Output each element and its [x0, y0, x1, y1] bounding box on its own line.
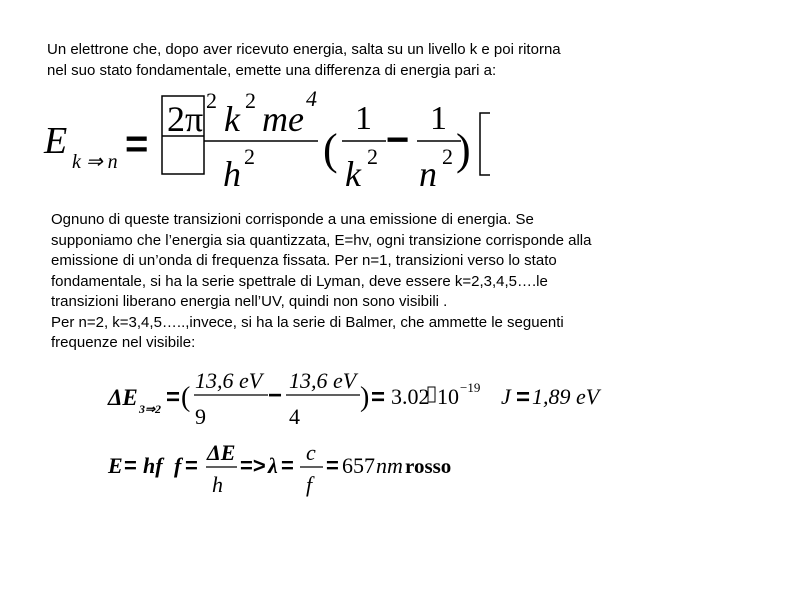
formula1-lhs: E [44, 120, 68, 162]
formula2-placeholder-box [428, 387, 435, 402]
formula2-equals-3: = [516, 384, 531, 411]
formula1-num-k: k [224, 99, 240, 139]
formula1-den-h: h [223, 154, 241, 194]
formula3-lambda: λ [268, 453, 278, 478]
formula1-equals: = [125, 122, 149, 166]
formula3-frac-denominator: h [212, 472, 223, 497]
formula2-close-paren: ) [360, 382, 370, 413]
formula1-term1-den-exp: 2 [367, 144, 378, 169]
formula2-value-unit: J [501, 384, 511, 409]
formula3-frac-numerator: ΔE [207, 440, 236, 465]
formula1-num-k-exp: 2 [245, 88, 256, 113]
energy-level-formula [0, 0, 794, 200]
formula2-minus: − [268, 382, 283, 409]
formula1-num-2pi-exp: 2 [206, 88, 217, 113]
formula2-open-paren: ( [181, 382, 191, 413]
formula1-open-paren: ( [323, 125, 338, 174]
formula3-lhs: E [108, 453, 123, 478]
formula3-equals-1: = [124, 453, 137, 478]
formula1-trailing-bracket [480, 113, 490, 175]
formula1-term1-numerator: 1 [355, 100, 372, 137]
formula2-value-ev: 1,89 eV [532, 384, 600, 409]
formula1-minus: − [386, 118, 410, 162]
formula2-value-exponent: −19 [460, 380, 481, 395]
formula3-color-word: rosso [405, 454, 452, 478]
formula1-num-2pi: 2π [167, 99, 204, 139]
formula1-term2-denominator: n [419, 154, 437, 194]
formula2-equals-2: = [371, 384, 386, 411]
body-paragraph: Ognuno di queste transizioni corrisponde a una emissione di energia. Se supponiamo che l’energia sia quantizzata, E=hv, ogni transizione corrisponde alla emissione di un’onda di frequenza fissata. Per n=1, transizioni verso lo stato fondamentale, si ha la serie spettrale di Lyman, deve essere k=2,3,4,5….le transizioni liberano energia nell’UV, quindi non sono visibili . Per n=2, k=3,4,5…..,invece, si ha la serie di Balmer, che ammette le seguenti frequenze nel visibile: [51, 211, 592, 351]
formula1-close-paren: ) [456, 125, 471, 174]
formula2-equals-1: = [166, 384, 181, 411]
formula2-value-mantissa: 3.02 [391, 384, 430, 409]
formula1-den-h-exp: 2 [244, 144, 255, 169]
formula2-value-power-base: 10 [437, 384, 459, 409]
formula3-frac2-denominator: f [306, 472, 313, 497]
formula1-lhs-subscript: k ⇒ n [72, 151, 118, 173]
intro-paragraph: Un elettrone che, dopo aver ricevuto energia, salta su un livello k e poi ritorna nel suo stato fondamentale, emette una differenza di energia pari a: [47, 41, 561, 79]
formula3-unit: nm [376, 453, 403, 478]
formula2-frac1-numerator: 13,6 eV [195, 368, 263, 393]
formula2-lhs-subscript: 3⇒2 [139, 402, 162, 416]
formula3-equals-4: = [326, 453, 339, 478]
formula1-num-me-exp: 4 [306, 86, 317, 111]
formula3-frac2-numerator: c [306, 440, 316, 465]
formula2-frac2-denominator: 4 [289, 404, 300, 429]
formula1-term2-den-exp: 2 [442, 144, 453, 169]
formula1-term1-denominator: k [345, 154, 361, 194]
formula3-f: f [174, 453, 182, 478]
formula3-implies: => [240, 453, 266, 478]
formula2-frac1-denominator: 9 [195, 404, 206, 429]
formula3-value: 657 [342, 453, 375, 478]
formula2-lhs: ΔE [108, 385, 138, 410]
formula3-equals-2: = [185, 453, 198, 478]
formula2-frac2-numerator: 13,6 eV [289, 368, 357, 393]
formula3-hf: hf [143, 453, 163, 478]
formula1-num-me: me [262, 99, 304, 139]
formula3-equals-3: = [281, 453, 294, 478]
formula1-term2-numerator: 1 [430, 100, 447, 137]
